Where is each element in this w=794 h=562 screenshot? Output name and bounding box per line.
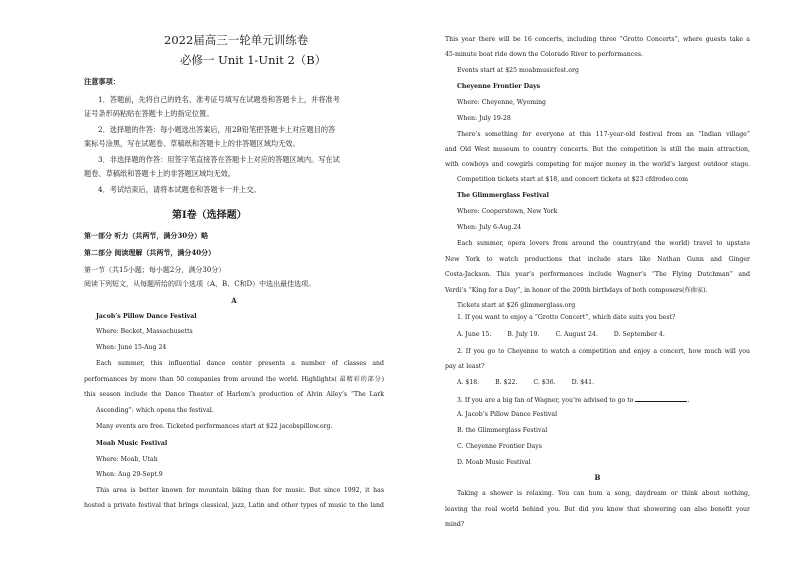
passage-line: When: July 6-Aug.24 xyxy=(457,224,522,231)
passage-line: this season include the Dance Theater of Harlem’s production of Alvin Ailey’s “The Lark xyxy=(84,391,384,398)
passage-line: performances by more than 50 companies from around the world. Highlights( 最精彩的部分) xyxy=(84,376,384,383)
passage-line: leaving the real world behind you. But did you know that showering can also benefit your xyxy=(445,506,750,513)
question-3-end: . xyxy=(687,397,690,404)
event-title: The Glimmerglass Festival xyxy=(457,192,549,199)
passage-line: New York to watch productions that include stars like Nathan Gunn and Ginger xyxy=(445,256,750,263)
instruction: 阅读下列短文，从每题所给的四个选项（A、B、C和D）中选出最佳选项。 xyxy=(84,280,316,288)
passage-line: Events start at $25 moabmusicfest.org xyxy=(457,67,579,74)
section-title: 第Ⅰ卷（选择题） xyxy=(172,210,247,221)
notice-heading: 注意事项： xyxy=(84,77,120,86)
question-3 xyxy=(457,395,689,405)
passage-a-label: A xyxy=(231,296,237,305)
question-2-options xyxy=(457,379,608,387)
option: C. Cheyenne Frontier Days xyxy=(457,443,542,450)
notice-line: 4．考试结束后，请将本试题卷和答题卡一并上交。 xyxy=(98,185,261,194)
question-3-text: 3. If you are a big fan of Wagner, you’re advised to go to xyxy=(457,397,634,404)
passage-line: Where: Cooperstown, New York xyxy=(457,208,558,215)
part2-heading: 第二部分 阅读理解（共两节，满分40分） xyxy=(84,248,216,257)
passage-line: When: June 15-Aug 24 xyxy=(96,344,167,351)
option: B. July 19. xyxy=(507,331,540,338)
passage-line: with cowboys and cowgirls competing for major money in the world’s largest outdoor stage. xyxy=(445,161,750,168)
option: D. September 4. xyxy=(613,331,665,338)
passage-line: Each summer, opera lovers from around the country(and the world) travel to upstate xyxy=(457,240,750,247)
option: A. June 15. xyxy=(457,331,492,338)
passage-line: Each summer, this influential dance center presents a number of classes and xyxy=(96,360,384,367)
notice-line: 题卷、草稿纸和答题卡上的非答题区域均无效。 xyxy=(84,169,235,178)
passage-line: Tickets start at $26 glimmerglass.org xyxy=(457,302,576,309)
passage-line: When: Aug 29-Sept.9 xyxy=(96,471,163,478)
option: A. $18. xyxy=(457,379,480,386)
passage-line: mind? xyxy=(445,521,465,528)
notice-line: 1．答题前，先将自己的姓名、准考证号填写在试题卷和答题卡上，并将准考 xyxy=(98,95,340,104)
option: C. August 24. xyxy=(555,331,598,338)
question-1-options xyxy=(457,331,679,339)
event-title: Moab Music Festival xyxy=(96,440,168,447)
notice-line: 案标号涂黑，写在试题卷、草稿纸和答题卡上的非答题区域均无效。 xyxy=(84,139,300,148)
passage-line: When: July 19-28 xyxy=(457,115,511,122)
notice-line: 证号条形码粘贴在答题卡上的指定位置。 xyxy=(84,109,214,118)
passage-line: and Old West museum to country concerts. But the competition is still the main attraction, xyxy=(445,146,750,153)
passage-line: Many events are free. Ticketed performances start at $22 jacobspillow.org. xyxy=(96,423,333,430)
exam-title: 2022届高三一轮单元训练卷 xyxy=(164,33,309,47)
passage-line: Where: Cheyenne, Wyoming xyxy=(457,99,547,106)
option: D. $41. xyxy=(571,379,595,386)
passage-line: Costa-Jackson. This year’s performances include Wagner’s “The Flying Dutchman” and xyxy=(445,271,750,278)
question-2: 2. If you go to Cheyenne to watch a competition and enjoy a concert, how much will you xyxy=(457,348,750,355)
event-title: Jacob’s Pillow Dance Festival xyxy=(96,313,197,320)
question-2-cont: pay at least? xyxy=(445,363,485,370)
question-1: 1. If you want to enjoy a “Grotto Concert”, which date suits you best? xyxy=(457,314,676,321)
passage-b-label: B xyxy=(594,473,601,482)
event-title: Cheyenne Frontier Days xyxy=(457,83,541,90)
passage-line: There’s something for everyone at this 117-year-old festival from an “Indian village” xyxy=(457,131,750,138)
option: C. $36. xyxy=(533,379,556,386)
option: B. $22. xyxy=(495,379,518,386)
passage-line: Ascending”: which opens the festival. xyxy=(96,407,214,414)
passage-line: Verdi’s “King for a Day”, in honor of the 200th birthdays of both composers(作曲家). xyxy=(445,287,708,294)
passage-line: This year there will be 16 concerts, including three “Grotto Concerts”, where guests take a xyxy=(445,36,750,43)
option: A. Jacob’s Pillow Dance Festival xyxy=(457,411,558,418)
passage-line: hosted a private festival that brings classical, jazz, Latin and other types of music to the land xyxy=(84,502,384,509)
exam-subtitle: 必修一 Unit 1-Unit 2（B） xyxy=(180,53,327,67)
part1-heading: 第一部分 听力（共两节，满分30分）略 xyxy=(84,231,209,240)
section-note: 第一节（共15小题；每小题2分，满分30分） xyxy=(84,266,226,274)
notice-line: 3．非选择题的作答：用签字笔直接答在答题卡上对应的答题区域内。写在试 xyxy=(98,155,340,164)
passage-line: Where: Becket, Massachusetts xyxy=(96,328,193,335)
notice-line: 2．选择题的作答：每小题选出答案后，用2B铅笔把答题卡上对应题目的答 xyxy=(98,125,336,134)
answer-blank xyxy=(635,395,690,404)
passage-line: 45-minute boat ride down the Colorado River to performances. xyxy=(445,51,644,58)
option: B. the Glimmerglass Festival xyxy=(457,427,548,434)
passage-line: Where: Moab, Utah xyxy=(96,456,158,463)
passage-line: This area is better known for mountain biking than for music. But since 1992, it has xyxy=(96,487,384,494)
passage-line: Taking a shower is relaxing. You can hum a song, daydream or think about nothing, xyxy=(457,490,750,497)
passage-line: Competition tickets start at $18, and concert tickets at $23 cfdrodeo.com xyxy=(457,176,689,183)
option: D. Moab Music Festival xyxy=(457,459,531,466)
